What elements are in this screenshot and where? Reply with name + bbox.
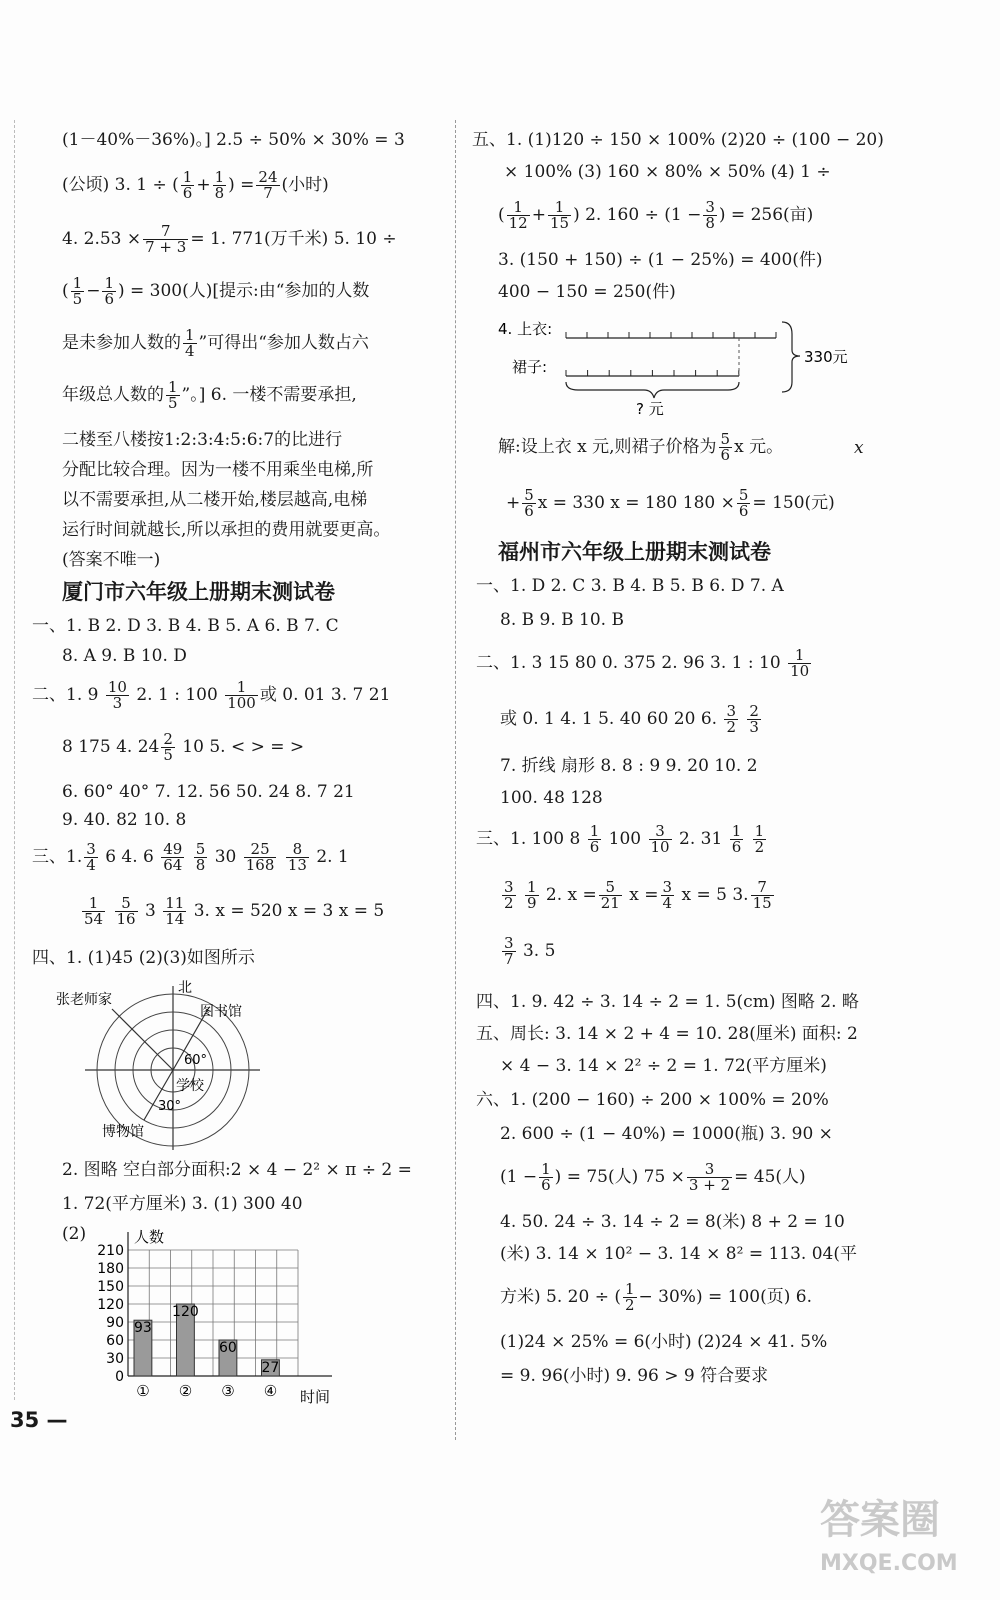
fraction: $\frac{7}{15}$ [752,878,772,912]
bottom-brace [566,382,739,398]
watermark-logo: 答案圈 [820,1497,940,1543]
answer-line: (1－40%－36%)。] 2.5 ÷ 50% × 30% = 3 [62,130,405,150]
answer-line [498,432,783,463]
fraction: $\frac{3}{7}$ [504,934,514,968]
answer-line: 一、1. D 2. C 3. B 4. B 5. B 6. D 7. A [476,576,784,596]
answer-line [62,224,397,255]
fraction: $\frac{1}{6}$ [589,822,600,856]
section-heading: 厦门市六年级上册期末测试卷 [62,580,335,604]
answer-line: 四、1. 9. 42 ÷ 3. 14 ÷ 2 = 1. 5(cm) 图略 2. 略 [476,992,859,1012]
y-tick-label: 150 [97,1279,124,1295]
answer-line: 400 − 150 = 250(件) [498,282,676,302]
answer-line [476,648,813,679]
museum-label: 博物馆 [102,1124,144,1140]
text: x = 5 3. [681,885,749,905]
fraction: $\frac{1}{100}$ [227,678,256,712]
answer-line: (米) 3. 14 × 10² − 3. 14 × 8² = 113. 04(平 [500,1244,857,1264]
answer-line: (2) [62,1224,87,1244]
fraction: $\frac{1}{6}$ [731,822,742,856]
fraction: $\frac{3}{10}$ [650,822,670,856]
text: x = [629,885,659,905]
direction-map [50,978,280,1158]
answer-line: 六、1. (200 − 160) ÷ 200 × 100% = 20% [476,1090,829,1110]
answer-line: x [854,438,864,458]
fraction: $\frac{1}{12}$ [508,198,528,232]
x-tick-label: ① [136,1382,150,1400]
answer-line: 3. (150 + 150) ÷ (1 − 25%) = 400(件) [498,250,823,270]
bar-value-label: 27 [261,1359,280,1376]
text: 2. x = [545,885,597,905]
answer-line [62,732,304,763]
text: 2. 1 : 100 [136,685,218,705]
fraction: $\frac{1}{2}$ [624,1280,635,1314]
fraction: $\frac{1}{15}$ [549,198,570,232]
library-label: 图书馆 [200,1004,242,1020]
answer-line [32,842,349,873]
answer-line: 分配比较合理。因为一楼不用乘坐电梯,所 [62,460,374,480]
text: 2. 1 [316,847,349,867]
answer-line: 7. 折线 扇形 8. 8 : 9 9. 20 10. 2 [500,756,758,776]
fraction: $\frac{7}{7 + 3}$ [145,222,187,256]
angle-60-label: 60° [184,1053,208,1068]
answer-line: = 9. 96(小时) 9. 96 > 9 符合要求 [500,1366,769,1386]
answer-line: 4. 50. 24 ÷ 3. 14 ÷ 2 = 8(米) 8 + 2 = 10 [500,1212,845,1232]
y-tick-label: 0 [115,1369,124,1385]
fraction: $\frac{3}{2}$ [726,702,736,736]
y-tick-label: 60 [106,1333,124,1349]
column-divider [455,120,456,1440]
text: 4. 2.53 × [62,229,142,249]
text: − [86,281,101,301]
answer-line: 四、1. (1)45 (2)(3)如图所示 [32,948,255,968]
fraction: $\frac{2}{3}$ [749,702,759,736]
answer-line: 8. A 9. B 10. D [62,646,187,666]
fraction: $\frac{25}{168}$ [245,840,275,874]
answer-line: 一、1. B 2. D 3. B 4. B 5. A 6. B 7. C [32,616,339,636]
fraction: $\frac{1}{6}$ [182,168,193,202]
text: ( [62,281,69,301]
section-heading: 福州市六年级上册期末测试卷 [498,540,771,564]
answer-line: 二楼至八楼按1:2:3:4:5:6:7的比进行 [62,430,343,450]
fraction: $\frac{3}{3 + 2}$ [688,1160,731,1194]
answer-line [500,880,776,911]
fraction: $\frac{1}{8}$ [214,168,225,202]
segment-diagram [498,312,878,422]
fraction: $\frac{10}{3}$ [107,678,127,712]
y-tick-label: 120 [97,1297,124,1313]
text: ) 2. 160 ÷ (1 − [573,205,702,225]
text: 是未参加人数的 [62,333,181,353]
answer-line [62,380,357,411]
answer-line: 2. 图略 空白部分面积:2 × 4 − 2² × π ÷ 2 = [62,1160,412,1180]
answer-line [500,1282,812,1313]
fraction: $\frac{1}{2}$ [754,822,765,856]
bar-value-label: 93 [134,1320,152,1337]
y-tick-label: 90 [106,1315,124,1331]
text: 3. 5 [522,941,556,961]
page-number: 35 — [10,1408,68,1432]
text: 30 [214,847,237,867]
text: 二、1. 3 15 80 0. 375 2. 96 3. 1 : 10 [476,653,781,673]
fraction: $\frac{1}{6}$ [104,274,114,308]
answer-line: 五、周长: 3. 14 × 2 + 4 = 10. 28(厘米) 面积: 2 [476,1024,858,1044]
school-label: 学校 [176,1078,204,1094]
bottom-segment-ticks [566,370,739,376]
text: 或 0. 1 4. 1 5. 40 60 20 6. [500,709,718,729]
bottom-segment-label: 裙子: [512,358,548,376]
watermark [820,1488,958,1576]
fraction: $\frac{3}{2}$ [504,878,514,912]
answer-line [476,824,768,855]
answer-line: (答案不唯一) [62,550,161,570]
text: 6 4. 6 [105,847,154,867]
bar-value-label: 60 [219,1340,237,1356]
answer-line [62,328,369,359]
fraction: $\frac{1}{6}$ [541,1160,551,1194]
fraction: $\frac{5}{21}$ [600,878,620,912]
text: ”。] 6. 一楼不需要承担, [181,385,357,405]
top-segment-ticks [566,332,776,338]
x-tick-label: ③ [221,1382,235,1400]
text: 3. x = 520 x = 3 x = 5 [193,901,385,921]
answer-line [506,488,835,519]
text: + [506,493,521,513]
text: 3 [145,901,156,921]
fraction: $\frac{1}{5}$ [168,378,178,412]
answer-line: (1)24 × 25% = 6(小时) (2)24 × 41. 5% [500,1332,828,1352]
text: x = 330 x = 180 180 × [537,493,735,513]
fraction: $\frac{5}{6}$ [738,486,749,520]
bar-value-label: 120 [172,1304,199,1320]
total-label: 330元 [804,348,848,366]
text: = 45(人) [734,1167,806,1187]
fraction: $\frac{1}{54}$ [84,894,104,928]
text: 100 [608,829,642,849]
fraction: $\frac{1}{9}$ [526,878,537,912]
answer-line [500,936,555,967]
fraction: $\frac{11}{14}$ [165,894,185,928]
x-tick-label: ④ [263,1382,278,1400]
fraction: $\frac{1}{5}$ [72,274,83,308]
y-tick-label: 210 [97,1243,124,1259]
fraction: $\frac{24}{7}$ [258,168,278,202]
text: 解:设上衣 x 元,则裙子价格为 [498,437,717,457]
fraction: $\frac{5}{16}$ [116,894,136,928]
text: 二、1. 9 [32,685,99,705]
fraction: $\frac{5}{8}$ [195,840,206,874]
answer-line: 以不需要承担,从二楼开始,楼层越高,电梯 [62,490,368,510]
fraction: $\frac{1}{4}$ [185,326,195,360]
fraction: $\frac{3}{4}$ [662,878,673,912]
answer-line [498,200,813,231]
total-brace [782,322,800,392]
answer-line: 100. 48 128 [500,788,603,808]
text: − 30%) = 100(页) 6. [638,1287,812,1307]
text: (公顷) 3. 1 ÷ ( [62,175,179,195]
answer-line: 1. 72(平方厘米) 3. (1) 300 40 [62,1194,303,1214]
text: 8 175 4. 24 [62,737,160,757]
unknown-label: ? 元 [636,400,664,418]
text: 三、1. 100 8 [476,829,581,849]
y-axis-label: 人数 [134,1228,165,1246]
bar-chart [70,1226,370,1406]
answer-line [62,276,369,307]
text: 年级总人数的 [62,385,164,405]
answer-line: × 100% (3) 160 × 80% × 50% (4) 1 ÷ [504,162,831,182]
answer-line [32,680,390,711]
fraction: $\frac{1}{10}$ [790,646,810,680]
text: (1 − [500,1167,538,1187]
answer-line: 运行时间就越长,所以承担的费用就要更高。 [62,520,391,540]
fraction: $\frac{8}{13}$ [287,840,307,874]
text: ( [498,205,505,225]
text: ”可得出“参加人数占六 [198,333,369,353]
answer-line: 8. B 9. B 10. B [500,610,624,630]
text: 或 0. 01 3. 7 21 [259,685,391,705]
text: ) = 75(人) 75 × [554,1167,685,1187]
answer-line: 9. 40. 82 10. 8 [62,810,187,830]
text: = 150(元) [752,493,835,513]
fraction: $\frac{2}{5}$ [163,730,173,764]
answer-line: 6. 60° 40° 7. 12. 56 50. 24 8. 7 21 [62,782,355,802]
text: 三、1. [32,847,83,867]
text: x 元。 [734,437,784,457]
margin-rule [14,120,15,1400]
fraction: $\frac{5}{6}$ [524,486,534,520]
watermark-url: MXQE.COM [820,1551,958,1576]
y-tick-label: 30 [106,1351,124,1367]
answer-line [500,704,763,735]
text: ) = 256(亩) [718,205,814,225]
text: 2. 31 [679,829,723,849]
answer-line: 五、1. (1)120 ÷ 150 × 100% (2)20 ÷ (100 − 20) [472,130,884,150]
north-label: 北 [178,980,192,996]
text: (小时) [281,175,329,195]
text: ) = 300(人)[提示:由“参加的人数 [117,281,370,301]
fraction: $\frac{3}{4}$ [86,840,96,874]
text: = 1. 771(万千米) 5. 10 ÷ [190,229,397,249]
answer-line [80,896,384,927]
text: + [531,205,546,225]
teacher-home-label: 张老师家 [56,992,112,1008]
angle-30-label: 30° [158,1099,182,1114]
top-segment-label: 4. 上衣: [498,320,553,338]
fraction: $\frac{5}{6}$ [720,430,731,464]
fraction: $\frac{49}{64}$ [163,840,183,874]
answer-line: × 4 − 3. 14 × 2² ÷ 2 = 1. 72(平方厘米) [500,1056,827,1076]
y-tick-label: 180 [97,1261,124,1277]
x-axis-label: 时间 [300,1388,331,1406]
text: + [196,175,211,195]
answer-line: 2. 600 ÷ (1 − 40%) = 1000(瓶) 3. 90 × [500,1124,833,1144]
text: ) = [228,175,255,195]
answer-line [500,1162,806,1193]
answer-line [62,170,329,201]
text: 方米) 5. 20 ÷ ( [500,1287,621,1307]
text: 10 5. < > = > [182,737,305,757]
teacher-home-line [112,1009,173,1070]
x-tick-label: ② [178,1382,193,1400]
fraction: $\frac{3}{8}$ [705,198,715,232]
